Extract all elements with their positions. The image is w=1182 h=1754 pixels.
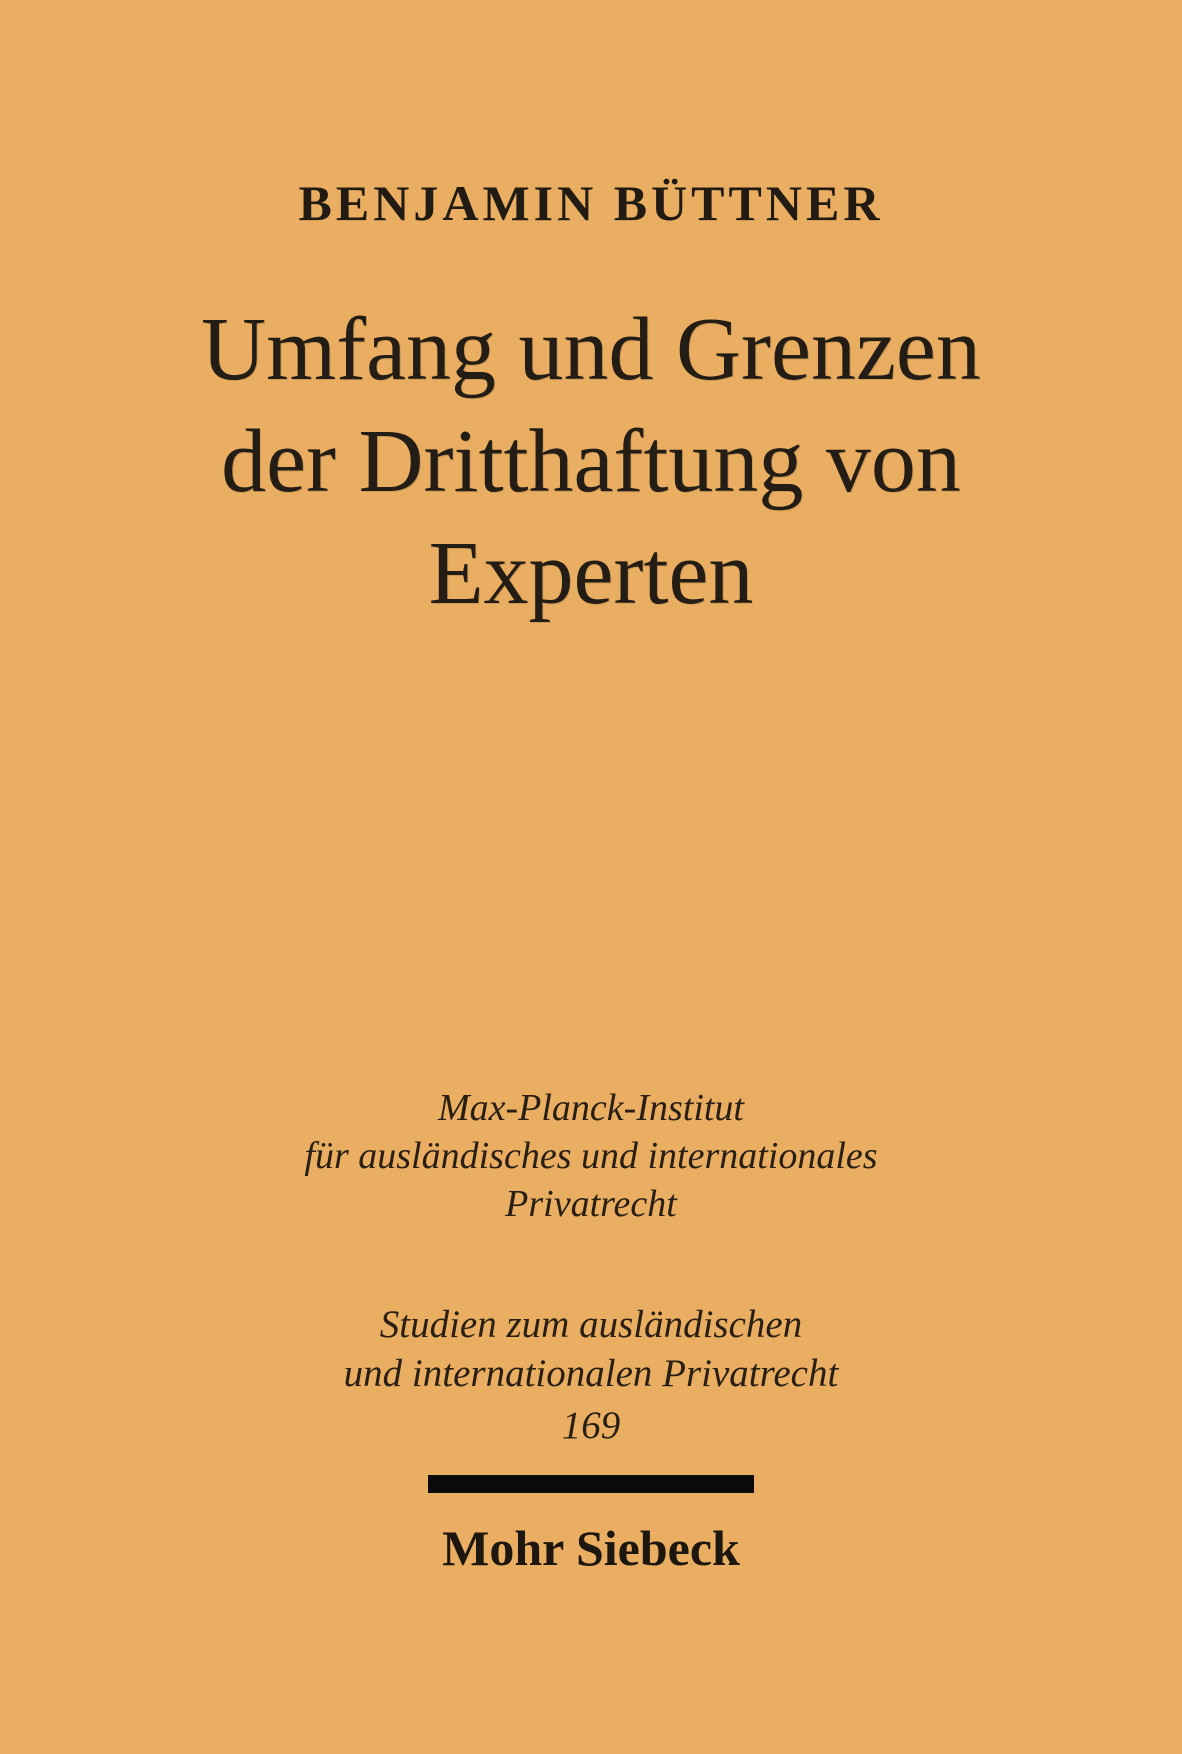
series-block <box>0 1300 1182 1450</box>
divider-bar <box>428 1475 754 1493</box>
institute-line-3: Privatrecht <box>505 1183 677 1225</box>
title-line-1: Umfang und Grenzen <box>201 300 981 399</box>
publisher-name: Mohr Siebeck <box>442 1520 740 1576</box>
series-line-2: und internationalen Privatrecht <box>343 1352 839 1395</box>
institute-block <box>0 1084 1182 1228</box>
series-line-1: Studien zum ausländischen <box>379 1303 803 1346</box>
title-line-3: Experten <box>428 524 754 623</box>
title-line-2: der Dritthaftung von <box>221 412 961 511</box>
institute-line-2: für ausländisches und internationales <box>304 1135 878 1177</box>
series-number: 169 <box>561 1404 621 1447</box>
author-name: BENJAMIN BÜTTNER <box>298 175 884 231</box>
institute-line-1: Max-Planck-Institut <box>437 1087 744 1129</box>
book-title <box>0 294 1182 630</box>
